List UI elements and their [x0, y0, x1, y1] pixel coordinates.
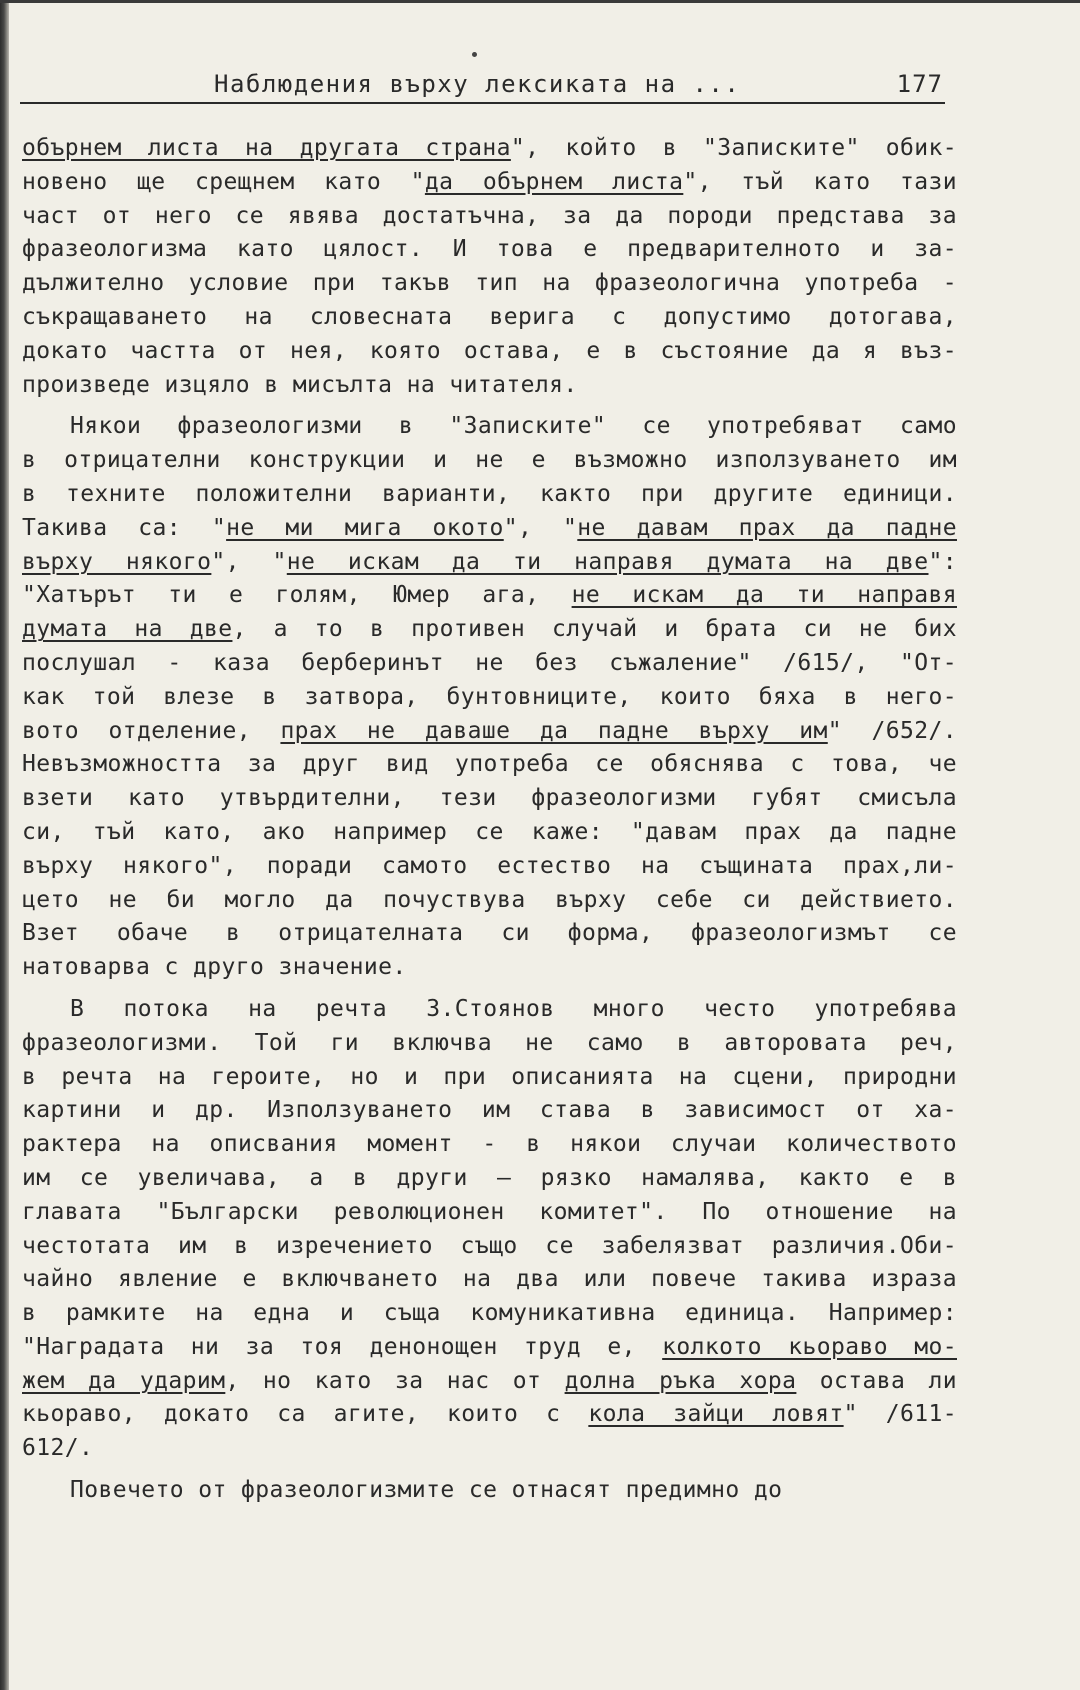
text-line — [22, 748, 957, 782]
underlined-phrase: долна ръка хора — [564, 1367, 797, 1394]
page-top-edge — [0, 0, 1080, 3]
text-run: върху някого", поради самото естество на същината прах,ли- — [22, 852, 957, 879]
text-run: картини и др. Използуването им става в зависимост от ха- — [22, 1097, 957, 1124]
text-line — [22, 1297, 957, 1331]
text-line — [22, 1196, 957, 1230]
text-line — [22, 132, 957, 166]
text-line — [22, 301, 957, 335]
text-run: как той влезе в затвора, бунтовниците, които бяха в него- — [22, 683, 957, 710]
text-line — [22, 1365, 957, 1399]
text-line — [22, 884, 957, 918]
paragraph — [22, 410, 957, 985]
underlined-phrase: думата на две — [22, 616, 233, 643]
text-run: главата "Български революционен комитет". По отношение на — [22, 1198, 957, 1225]
text-line — [22, 1027, 957, 1061]
text-line — [22, 335, 957, 369]
text-run: в техните положителни варианти, както при другите единици. — [22, 480, 957, 507]
text-line — [22, 166, 957, 200]
text-run: Такива са: " — [22, 514, 227, 541]
underlined-phrase: жем да ударим — [22, 1367, 226, 1394]
book-spine-shadow — [0, 0, 9, 1690]
text-line — [22, 1331, 957, 1365]
text-run: , но като за нас от — [225, 1367, 565, 1394]
text-line — [22, 917, 957, 951]
text-run: Взет обаче в отрицателната си форма, фразеологизмът се — [22, 920, 957, 947]
text-run: рактера на описвания момент - в някои случаи количеството — [22, 1131, 957, 1158]
text-run: фразеологизма като цялост. И това е предварителното и за- — [22, 236, 957, 263]
underlined-phrase: върху някого — [22, 548, 212, 575]
text-line — [22, 613, 957, 647]
text-run: взети като утвърдителни, тези фразеологизми губят смисъла — [22, 785, 957, 812]
text-run: честотата им в изречението също се забелязват различия.Оби- — [22, 1232, 957, 1259]
text-line — [22, 267, 957, 301]
text-line — [22, 1094, 957, 1128]
text-line — [22, 1398, 957, 1432]
text-run: в отрицателни конструкции и не е възможно използуването им — [22, 447, 957, 474]
text-line — [22, 647, 957, 681]
text-run: Невъзможността за друг вид употреба се обяснява с това, че — [22, 751, 957, 778]
underlined-phrase: прах не даваше да падне върху им — [280, 717, 828, 744]
text-line — [22, 993, 957, 1027]
running-header — [20, 66, 945, 104]
text-run: " /611- — [843, 1401, 957, 1428]
text-run: ", който в "Записките" обик- — [510, 135, 957, 161]
text-run: докато частта от нея, която остава, е в състояние да я въз- — [22, 337, 957, 364]
text-line — [22, 369, 957, 403]
text-run: "Наградата ни за тоя денонощен труд е, — [22, 1333, 663, 1360]
underlined-phrase: не давам прах да падне — [577, 514, 957, 541]
text-run: част от него се явява достатъчна, за да породи представа за — [22, 202, 957, 229]
text-run: в рамките на една и съща комуникативна единица. Например: — [22, 1300, 957, 1327]
body-text — [22, 132, 957, 1508]
text-line — [22, 1263, 957, 1297]
text-line — [22, 579, 957, 613]
text-run: съкращаването на словесната верига с допустимо дотогава, — [22, 303, 957, 330]
text-line — [22, 410, 957, 444]
text-line — [22, 681, 957, 715]
text-run: новено ще срещнем като " — [22, 168, 425, 195]
text-run: си, тъй като, ако например се каже: "давам прах да падне — [22, 818, 957, 845]
text-run: произведе изцяло в мисълта на читателя. — [22, 371, 578, 398]
text-run: ", тъй като тази — [683, 168, 957, 195]
text-run: фразеологизми. Той ги включва не само в авторовата реч, — [22, 1029, 957, 1056]
text-run: , а то в противен случай и брата си не бих — [232, 616, 957, 643]
text-run: им се увеличава, а в други – рязко намалява, както е в — [22, 1164, 957, 1191]
text-line — [22, 478, 957, 512]
text-run: 612/. — [22, 1435, 94, 1462]
text-run: Някои фразеологизми в "Записките" се употребяват само — [70, 413, 957, 440]
text-line — [22, 782, 957, 816]
paragraph — [22, 1474, 957, 1508]
text-run: остава ли — [796, 1367, 957, 1394]
text-line — [22, 200, 957, 234]
text-run: цето не би могло да почуствува върху себе си действието. — [22, 886, 957, 913]
text-line — [22, 1474, 957, 1508]
running-title: Наблюдения върху лексиката на ... — [214, 70, 741, 98]
text-line — [22, 512, 957, 546]
text-line — [22, 1162, 957, 1196]
text-run: кьораво, докато са агите, които с — [22, 1401, 589, 1428]
text-run: ", " — [211, 548, 287, 575]
text-run: Повечето от фразеологизмите се отнасят предимно до — [70, 1477, 783, 1504]
text-run: "Хатърът ти е голям, Юмер ага, — [22, 582, 572, 609]
underlined-phrase: обърнем листа на другата страна — [22, 135, 511, 161]
text-run: вото отделение, — [22, 717, 281, 744]
text-run: в речта на героите, но и при описанията на сцени, природни — [22, 1063, 957, 1090]
underlined-phrase: не ми мига окото — [226, 514, 504, 541]
text-line — [22, 850, 957, 884]
text-line — [22, 233, 957, 267]
paragraph — [22, 132, 957, 402]
text-run: " /652/. — [827, 717, 957, 744]
text-line — [22, 1230, 957, 1264]
text-run: ", " — [503, 514, 578, 541]
print-dot — [472, 52, 477, 57]
text-run: натоварва с друго значение. — [22, 954, 407, 981]
text-line — [22, 951, 957, 985]
paragraph — [22, 993, 957, 1466]
text-line — [22, 1432, 957, 1466]
text-line — [22, 715, 957, 749]
underlined-phrase: не искам да ти направя думата на две — [286, 548, 929, 575]
text-run: дължително условие при такъв тип на фразеологична употреба - — [22, 270, 957, 297]
underlined-phrase: колкото кьораво мо- — [662, 1333, 957, 1360]
text-run: послушал - каза берберинът не без съжаление" /615/, "От- — [22, 649, 957, 676]
text-line — [22, 1128, 957, 1162]
text-run: В потока на речта З.Стоянов много често употребява — [70, 995, 957, 1022]
text-line — [22, 546, 957, 580]
text-run: ": — [928, 548, 957, 575]
underlined-phrase: не искам да ти направя — [571, 582, 957, 609]
underlined-phrase: да обърнем листа — [424, 168, 684, 195]
text-line — [22, 816, 957, 850]
text-run: чайно явление е включването на два или повече такива израза — [22, 1266, 957, 1293]
text-line — [22, 444, 957, 478]
underlined-phrase: кола зайци ловят — [588, 1401, 844, 1428]
text-line — [22, 1061, 957, 1095]
page-number: 177 — [896, 70, 943, 98]
